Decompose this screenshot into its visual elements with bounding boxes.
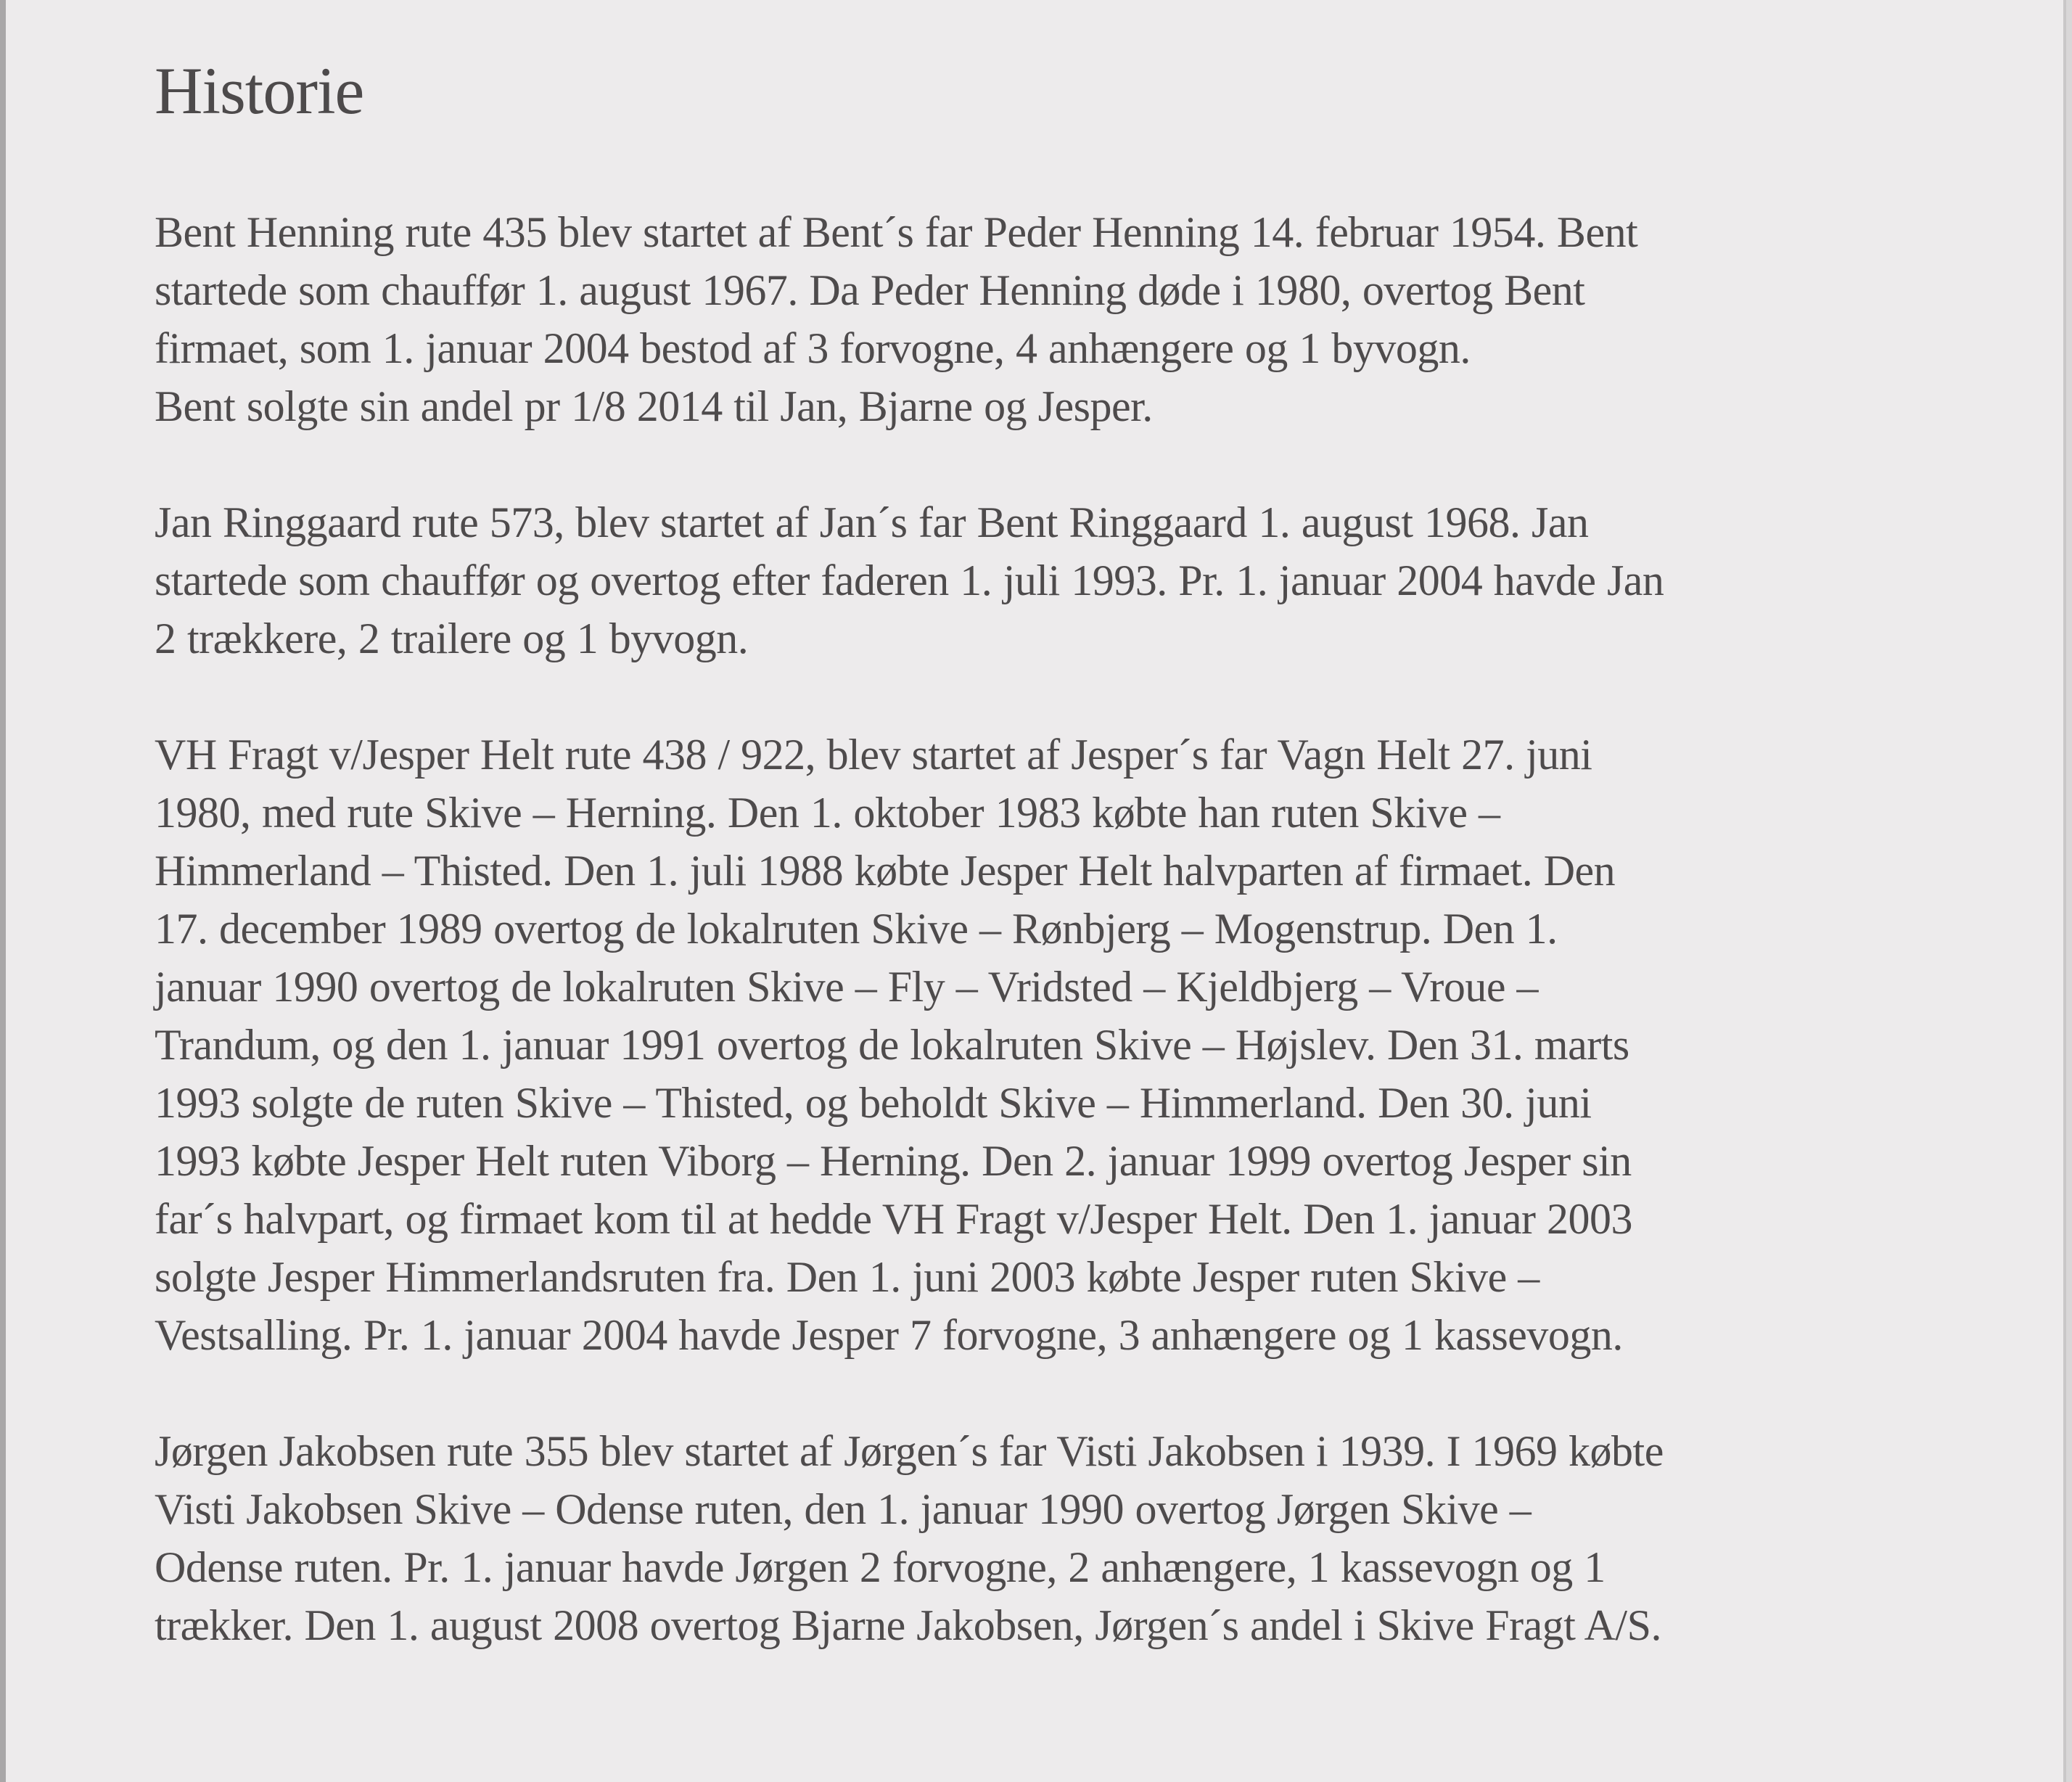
text-line: VH Fragt v/Jesper Helt rute 438 / 922, blev startet af Jesper´s far Vagn Helt 27. juni: [155, 731, 1592, 779]
text-line: Odense ruten. Pr. 1. januar havde Jørgen 2 forvogne, 2 anhængere, 1 kassevogn og 1: [155, 1543, 1606, 1591]
document-content: [155, 51, 1925, 1712]
text-line: Trandum, og den 1. januar 1991 overtog de lokalruten Skive – Højslev. Den 31. marts: [155, 1021, 1629, 1069]
paragraph-bent-henning: [155, 203, 1925, 435]
text-line: 2 trækkere, 2 trailere og 1 byvogn.: [155, 615, 749, 662]
text-line: solgte Jesper Himmerlandsruten fra. Den 1. juni 2003 købte Jesper ruten Skive –: [155, 1253, 1539, 1301]
paragraph-vh-fragt: [155, 726, 1925, 1364]
paragraph-jorgen-jakobsen: [155, 1422, 1925, 1654]
text-line: trækker. Den 1. august 2008 overtog Bjarne Jakobsen, Jørgen´s andel i Skive Fragt A/S.: [155, 1601, 1661, 1649]
text-line: startede som chauffør 1. august 1967. Da Peder Henning døde i 1980, overtog Bent: [155, 266, 1585, 314]
text-line: firmaet, som 1. januar 2004 bestod af 3 forvogne, 4 anhængere og 1 byvogn.: [155, 324, 1471, 372]
text-line: Jørgen Jakobsen rute 355 blev startet af Jørgen´s far Visti Jakobsen i 1939. I 1969 købte: [155, 1427, 1664, 1475]
page-edge-shadow: [0, 0, 6, 1782]
text-line: Jan Ringgaard rute 573, blev startet af Jan´s far Bent Ringgaard 1. august 1968. Jan: [155, 498, 1589, 546]
document-title: Historie: [155, 54, 364, 128]
text-line: Bent solgte sin andel pr 1/8 2014 til Jan, Bjarne og Jesper.: [155, 382, 1153, 430]
text-line: 1980, med rute Skive – Herning. Den 1. oktober 1983 købte han ruten Skive –: [155, 789, 1500, 837]
text-line: Visti Jakobsen Skive – Odense ruten, den 1. januar 1990 overtog Jørgen Skive –: [155, 1485, 1532, 1533]
text-line: far´s halvpart, og firmaet kom til at hedde VH Fragt v/Jesper Helt. Den 1. januar 2003: [155, 1195, 1632, 1243]
text-line: startede som chauffør og overtog efter faderen 1. juli 1993. Pr. 1. januar 2004 havde Jan: [155, 557, 1664, 604]
text-line: 17. december 1989 overtog de lokalruten Skive – Rønbjerg – Mogenstrup. Den 1.: [155, 905, 1558, 953]
text-line: 1993 solgte de ruten Skive – Thisted, og beholdt Skive – Himmerland. Den 30. juni: [155, 1079, 1592, 1127]
text-line: Bent Henning rute 435 blev startet af Bent´s far Peder Henning 14. februar 1954. Bent: [155, 208, 1638, 256]
text-line: Vestsalling. Pr. 1. januar 2004 havde Jesper 7 forvogne, 3 anhængere og 1 kassevogn.: [155, 1311, 1623, 1359]
text-line: januar 1990 overtog de lokalruten Skive – Fly – Vridsted – Kjeldbjerg – Vroue –: [155, 963, 1538, 1011]
text-line: 1993 købte Jesper Helt ruten Viborg – Herning. Den 2. januar 1999 overtog Jesper sin: [155, 1137, 1632, 1185]
text-line: Himmerland – Thisted. Den 1. juli 1988 købte Jesper Helt halvparten af firmaet. Den: [155, 847, 1616, 895]
paragraph-jan-ringgaard: [155, 493, 1925, 668]
